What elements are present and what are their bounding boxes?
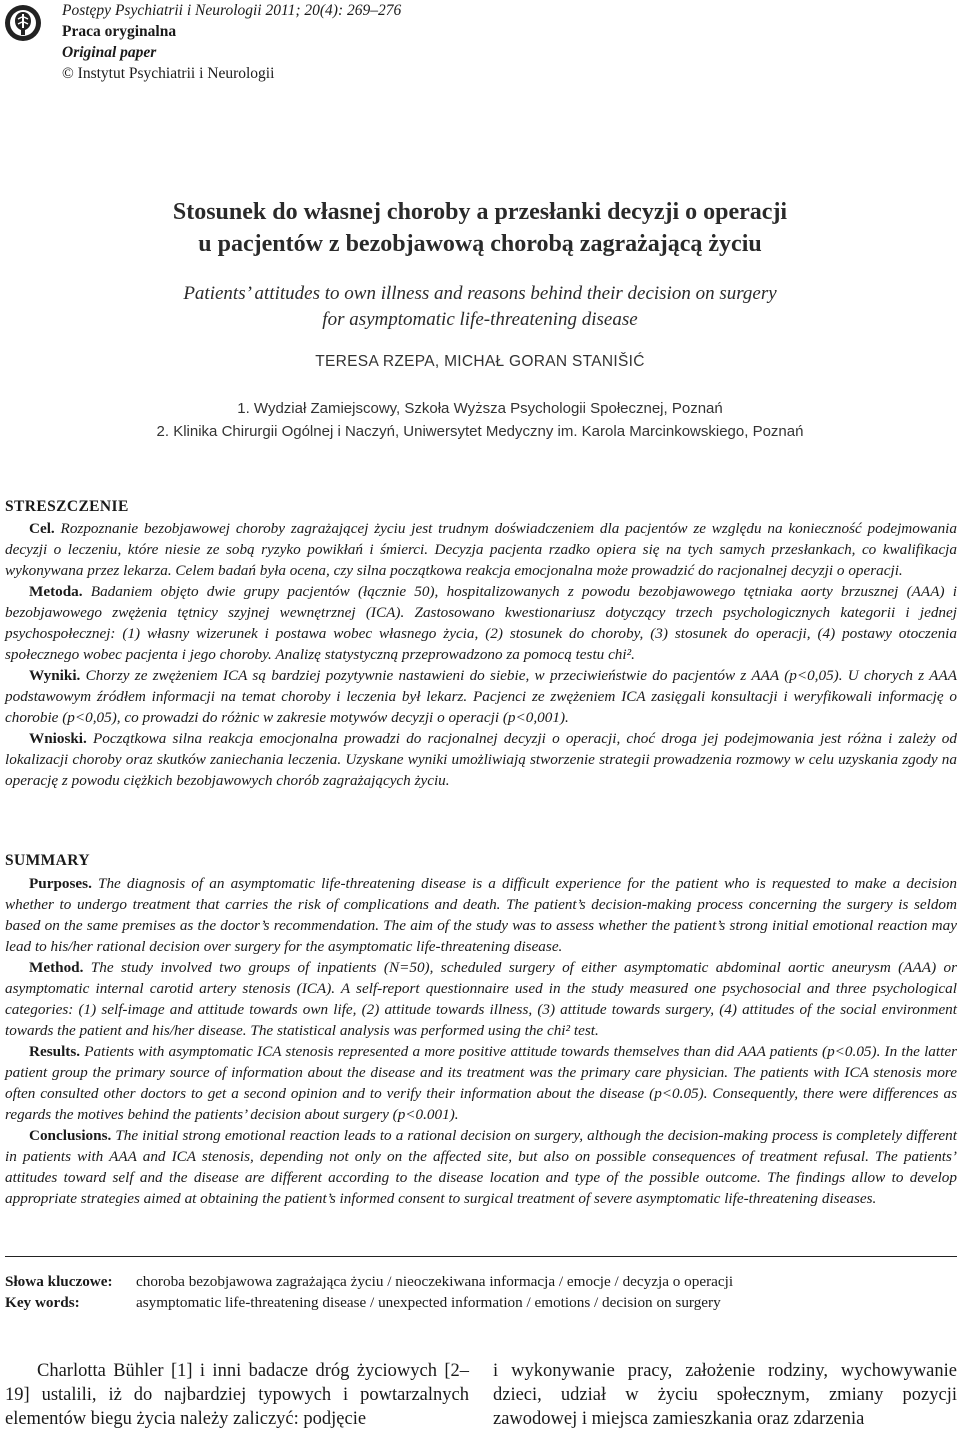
paper-type-en: Original paper — [62, 44, 157, 61]
keywords — [5, 1271, 733, 1313]
abstract-en — [5, 850, 957, 1209]
keywords-pl-row — [5, 1271, 733, 1292]
section-label: Cel. — [29, 520, 55, 537]
section-label: Method. — [29, 959, 84, 976]
authors: TERESA RZEPA, MICHAŁ GORAN STANIŠIĆ — [315, 353, 645, 370]
section-label: Purposes. — [29, 875, 92, 892]
section-text: The diagnosis of an asymptomatic life-threatening disease is a difficult experience for the patient who is requested to make a decision whether to undergo treatment that carries the risk of complications and death. The patient’s decision-making process concerning the surgery is seldom based on the same premises as the doctor’s recommendation. The aim of the study was to assess whether the patient’s strong initial emotional reaction may lead to his/her rational decision over surgery for the asymptomatic life-threatening disease. — [5, 875, 957, 955]
paper-type-pl: Praca oryginalna — [62, 23, 177, 40]
title-en-line: for asymptomatic life-threatening disease — [322, 309, 638, 330]
body-paragraph: Charlotta Bühler [1] i inni badacze dróg życiowych [2–19] ustalili, iż do najbardziej typowych i powtarzalnych elementów biegu życia należy zaliczyć: podjęcie — [5, 1361, 469, 1429]
abstract-section — [5, 728, 957, 791]
section-text: Chorzy ze zwężeniem ICA są bardziej pozytywnie nastawieni do siebie, w przeciwieństwie do pacjentów z AAA (p<0,05). U chorych z AAA podstawowym źródłem informacji na temat choroby i leczenia był lekarz. Pacjenci ze zwężeniem ICA zasięgali konsultacji i weryfikowali informację o chorobie (p<0,05), co prowadzi do różnic w zakresie motywów decyzji o operacji (p<0,001). — [5, 667, 957, 726]
affiliation: 1. Wydział Zamiejscowy, Szkoła Wyższa Psychologii Społecznej, Poznań — [237, 400, 723, 417]
keywords-en-row — [5, 1292, 733, 1313]
section-text: The initial strong emotional reaction leads to a rational decision on surgery, although the decision-making process is completely different in patients with AAA and ICA stenosis, depending not only on the affected site, but also on possible consequences of treatment refusal. The patients’ attitudes toward self and the disease are different according to the disease location and type of the possible outcome. The findings allow to develop appropriate strategies aimed at obtaining the patient’s informed consent to surgical treatment of severe asymptomatic life-threatening diseases. — [5, 1127, 957, 1207]
affiliation: 2. Klinika Chirurgii Ogólnej i Naczyń, Uniwersytet Medyczny im. Karola Marcinkowskiego, Poznań — [156, 423, 804, 440]
keywords-en-label: Key words: — [5, 1294, 80, 1311]
abstract-pl-heading: STRESZCZENIE — [5, 498, 129, 515]
body-text — [5, 1359, 957, 1431]
divider — [5, 1256, 957, 1257]
section-text: Badaniem objęto dwie grupy pacjentów (łącznie 50), hospitalizowanych z powodu bezobjawowego tętniaka aorty brzusznej (AAA) i bezobjawowego zwężenia tętnicy szyjnej wewnętrznej (ICA). Zastosowano kwestionariusz dotyczący trzech psychologicznych kategorii i jednej psychospołecznej: (1) własny wizerunek i postawa wobec własnego życia, (2) stosunek do choroby, (3) stosunek do operacji, (4) postawy otoczenia społecznego wobec pacjenta i jego choroby. Analizę statystyczną przeprowadzono za pomocą testu chi². — [5, 583, 957, 663]
abstract-section — [5, 957, 957, 1041]
section-text: Patients with asymptomatic ICA stenosis represented a more positive attitude towards themselves than did AAA patients (p<0.05). In the latter patient group the primary source of information about the disease and its treatment was the primary care physician. The patients with ICA stenosis more often consulted other doctors to get a second opinion and to verify their information about the disease (p<0.05). Consequently, there were differences as regards the motives behind the patients’ decision about surgery (p<0.001). — [5, 1043, 957, 1123]
section-label: Metoda. — [29, 583, 83, 600]
abstract-pl — [5, 496, 957, 791]
title-pl-line: u pacjentów z bezobjawową chorobą zagrażającą życiu — [198, 231, 762, 257]
section-label: Conclusions. — [29, 1127, 112, 1144]
copyright-notice: © Instytut Psychiatrii i Neurologii — [62, 65, 275, 82]
body-column-1 — [5, 1359, 469, 1431]
section-text: Początkowa silna reakcja emocjonalna prowadzi do racjonalnej decyzji o operacji, choć droga jej podejmowania jest różna i zależy od lokalizacji choroby oraz skutków zaniechania leczenia. Uzyskane wyniki umożliwiają stworzenie strategii prowadzenia rozmowy w celu uzyskania zgody na operację z powodu ciężkich bezobjawowych chorób zagrażających życiu. — [5, 730, 957, 789]
abstract-section — [5, 1125, 957, 1209]
title-en — [0, 281, 960, 333]
abstract-section — [5, 581, 957, 665]
abstract-section — [5, 1041, 957, 1125]
affiliations — [0, 397, 960, 443]
title-pl — [0, 196, 960, 260]
keywords-en-value: asymptomatic life-threatening disease / unexpected information / emotions / decision on surgery — [136, 1294, 721, 1311]
journal-header — [62, 0, 401, 84]
section-text: Rozpoznanie bezobjawowej choroby zagrażającej życiu jest trudnym doświadczeniem dla pacjentów ze względu na konieczność podejmowania decyzji o leczeniu, które niesie ze sobą ryzyko powikłań i śmierci. Decyzja pacjenta rzadko opiera się na tych samych przesłankach, co kwalifikacja wykonywana przez lekarza. Celem badań była ocena, czy silna początkowa reakcja emocjonalna może prowadzić do racjonalnej decyzji o operacji. — [5, 520, 957, 579]
section-label: Wnioski. — [29, 730, 87, 747]
body-paragraph: i wykonywanie pracy, założenie rodziny, wychowywanie dzieci, udział w życiu społecznym, zmiany pozycji zawodowej i miejsca zamieszkania oraz zdarzenia — [493, 1361, 957, 1429]
abstract-en-heading: SUMMARY — [5, 852, 90, 869]
journal-logo-icon — [4, 4, 42, 42]
keywords-pl-label: Słowa kluczowe: — [5, 1273, 113, 1290]
abstract-section — [5, 873, 957, 957]
journal-citation: Postępy Psychiatrii i Neurologii 2011; 20(4): 269–276 — [62, 2, 402, 19]
keywords-pl-value: choroba bezobjawowa zagrażająca życiu / nieoczekiwana informacja / emocje / decyzja o operacji — [136, 1273, 734, 1290]
abstract-section — [5, 665, 957, 728]
title-pl-line: Stosunek do własnej choroby a przesłanki decyzji o operacji — [172, 199, 788, 225]
section-text: The study involved two groups of inpatients (N=50), scheduled surgery of either asymptomatic abdominal aortic aneurysm (AAA) or asymptomatic internal carotid artery stenosis (ICA). A self-report questionnaire used in the study measured one psychosocial and three psychological categories: (1) self-image and attitude towards own life, (2) attitude towards illness, (3) attitude towards surgery, (4) attitudes of the social environment towards the patient and his/her disease. The statistical analysis was performed using the chi² test. — [5, 959, 957, 1039]
body-column-2 — [493, 1359, 957, 1431]
section-label: Results. — [29, 1043, 81, 1060]
section-label: Wyniki. — [29, 667, 81, 684]
abstract-section — [5, 518, 957, 581]
title-en-line: Patients’ attitudes to own illness and reasons behind their decision on surgery — [183, 283, 777, 304]
